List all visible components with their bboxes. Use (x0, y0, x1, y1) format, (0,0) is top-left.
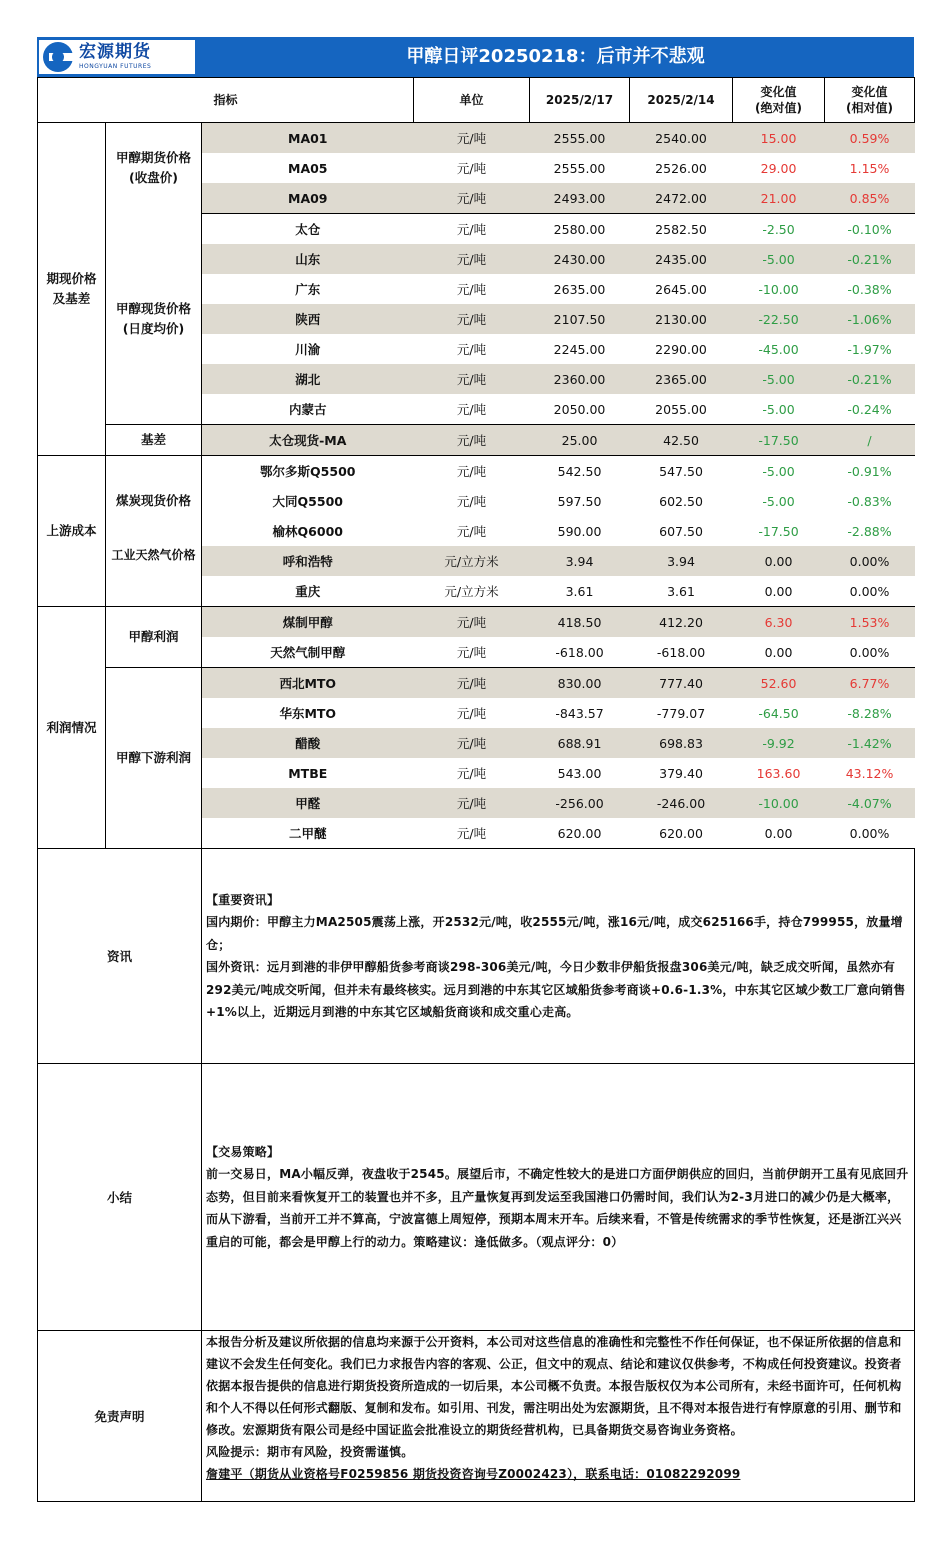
value-date2: 2526.00 (655, 160, 707, 176)
value-date1: 543.00 (557, 765, 602, 781)
value-date1: 830.00 (530, 668, 630, 699)
title-banner (37, 37, 914, 77)
brand-logo (39, 40, 195, 74)
value-date2: -618.00 (630, 637, 733, 668)
unit-cell: 元/立方米 (414, 576, 530, 607)
summary-label: 小结 (38, 1064, 202, 1331)
value-date2: 412.20 (630, 607, 733, 638)
indicator-name: 湖北 (202, 364, 414, 394)
value-date1: -618.00 (530, 637, 630, 668)
value-date1: 542.50 (557, 463, 602, 479)
indicator-name: 太仓 (295, 222, 321, 237)
unit-cell: 元/吨 (414, 788, 530, 818)
abs-change: -5.00 (733, 394, 825, 425)
indicator-name: 陕西 (202, 304, 414, 334)
value-date1: 2635.00 (553, 281, 606, 297)
value-date2: 2055.00 (630, 394, 733, 425)
unit-cell: 元/吨 (414, 728, 530, 758)
abs-change: 0.00 (733, 576, 825, 607)
unit-cell: 元/吨 (414, 607, 530, 638)
header-date2: 2025/2/14 (630, 78, 733, 123)
abs-change: 0.00 (733, 637, 825, 668)
logo-mark-icon (43, 42, 73, 72)
group-label: 利润情况 (38, 607, 106, 849)
indicator-name: 广东 (295, 282, 321, 297)
value-date2: 2645.00 (655, 281, 707, 297)
header-unit: 单位 (414, 78, 530, 123)
indicator-name: MTBE (288, 765, 328, 781)
unit-cell: 元/吨 (414, 304, 530, 334)
rel-change: -0.21% (825, 244, 915, 274)
indicator-name: 重庆 (202, 576, 414, 607)
abs-change: -17.50 (758, 523, 799, 539)
rel-change: -0.10% (847, 221, 892, 237)
abs-change: -5.00 (762, 463, 795, 479)
value-date2: 379.40 (659, 765, 703, 781)
value-date1: -843.57 (555, 705, 604, 721)
indicator-name: 华东MTO (279, 706, 337, 721)
rel-change: -0.21% (825, 364, 915, 394)
value-date1: 2555.00 (553, 160, 606, 176)
value-date2: 2540.00 (630, 123, 733, 154)
value-date2: 602.50 (659, 493, 703, 509)
indicator-name: 川渝 (295, 342, 321, 357)
value-date2: 2290.00 (655, 341, 707, 357)
abs-change: -10.00 (733, 788, 825, 818)
value-date2: 2472.00 (630, 183, 733, 214)
page-title: 甲醇日评20250218：后市并不悲观 (406, 46, 705, 67)
unit-cell: 元/吨 (456, 706, 487, 721)
value-date1: 2430.00 (530, 244, 630, 274)
value-date2: 777.40 (630, 668, 733, 699)
unit-cell: 元/吨 (414, 364, 530, 394)
rel-change: -0.38% (847, 281, 892, 297)
disclaimer-paragraph: 本报告分析及建议所依据的信息均来源于公开资料，本公司对这些信息的准确性和完整性不作任何保证，也不保证所依据的信息和建议不会发生任何变化。我们已力求报告内容的客观、公正，但文中的观点、结论和建议仅供参考，不构成任何投资建议。投资者依据本报告提供的信息进行期货投资所造成的一切后果，本公司概不负责。本报告版权仅为本公司所有，未经书面许可，任何机构和个人不得以任何形式翻版、复制和发布。如引用、刊发，需注明出处为宏源期货，且不得对本报告进行有悖原意的引用、删节和修改。宏源期货有限公司是经中国证监会批准设立的期货经营机构，已具备期货交易咨询业务资格。 (206, 1335, 902, 1437)
unit-cell: 元/吨 (414, 394, 530, 425)
news-body (202, 849, 915, 1064)
summary-body (202, 1064, 915, 1331)
value-date2: 2435.00 (630, 244, 733, 274)
disclaimer-section (38, 1331, 915, 1502)
group-label: 上游成本 (38, 456, 106, 607)
unit-cell: 元/吨 (414, 637, 530, 668)
rel-change: -0.24% (825, 394, 915, 425)
rel-change: 0.00% (825, 576, 915, 607)
group-label: 期现价格 及基差 (38, 123, 106, 456)
value-date2: 42.50 (630, 425, 733, 456)
indicator-name: 醋酸 (202, 728, 414, 758)
abs-change: -5.00 (733, 364, 825, 394)
abs-change: -10.00 (758, 281, 799, 297)
value-date1: 597.50 (557, 493, 602, 509)
news-label: 资讯 (38, 849, 202, 1064)
value-date1: 2107.50 (530, 304, 630, 334)
subgroup-label: 甲醇下游利润 (106, 668, 202, 849)
summary-heading: 【交易策略】 (206, 1144, 280, 1159)
indicator-name: MA09 (202, 183, 414, 214)
abs-change: 163.60 (756, 765, 801, 781)
value-date1: 2493.00 (530, 183, 630, 214)
unit-cell: 元/吨 (414, 818, 530, 849)
rel-change: -2.88% (847, 523, 892, 539)
unit-cell: 元/吨 (456, 524, 487, 539)
value-date2: -779.07 (656, 705, 706, 721)
value-date2: 3.61 (630, 576, 733, 607)
summary-paragraph: 前一交易日，MA小幅反弹，夜盘收于2545。展望后市，不确定性较大的是进口方面伊朗供应的回归，当前伊朗开工虽有见底回升态势，但目前来看恢复开工的装置也并不多，且产量恢复再到发运至我国港口仍需时间，我们认为2-3月进口的减少仍是大概率，而从下游看，当前开工并不算高，宁波富德上周短停，预期本周末开车。后续来看，不管是传统需求的季节性恢复，还是浙江兴兴重启的可能，都会是甲醇上行的动力。策略建议：逢低做多。（观点评分：0） (206, 1167, 909, 1249)
risk-warning: 风险提示：期市有风险，投资需谨慎。 (206, 1445, 414, 1459)
unit-cell: 元/吨 (456, 222, 487, 237)
rel-change: -1.97% (847, 341, 892, 357)
unit-cell: 元/吨 (456, 766, 487, 781)
unit-cell: 元/吨 (456, 342, 487, 357)
subgroup-label: 工业天然气价格 (106, 546, 202, 607)
value-date2: 2130.00 (630, 304, 733, 334)
rel-change: 0.85% (825, 183, 915, 214)
indicator-name: 二甲醚 (202, 818, 414, 849)
abs-change: -2.50 (762, 221, 795, 237)
value-date2: -246.00 (630, 788, 733, 818)
unit-cell: 元/吨 (456, 161, 487, 176)
news-heading: 【重要资讯】 (206, 892, 280, 907)
unit-cell: 元/吨 (414, 183, 530, 214)
rel-change: 0.00% (825, 546, 915, 576)
analyst-info: 詹建平（期货从业资格号F0259856 期货投资咨询号Z0002423），联系电话：01082292099 (206, 1467, 741, 1481)
rel-change: 6.77% (825, 668, 915, 699)
indicator-name: 天然气制甲醇 (202, 637, 414, 668)
brand-name: 宏源期货 (79, 42, 151, 62)
news-section (38, 849, 915, 1064)
abs-change: -45.00 (758, 341, 799, 357)
unit-cell: 元/吨 (414, 244, 530, 274)
value-date1: 620.00 (530, 818, 630, 849)
header-date1: 2025/2/17 (530, 78, 630, 123)
value-date1: 25.00 (530, 425, 630, 456)
summary-section (38, 1064, 915, 1331)
data-table (37, 77, 915, 1502)
value-date1: 2580.00 (553, 221, 606, 237)
subgroup-label: 煤炭现货价格 (106, 456, 202, 547)
indicator-name: 榆林Q6000 (272, 524, 343, 539)
abs-change: 0.00 (733, 818, 825, 849)
rel-change: -8.28% (847, 705, 892, 721)
unit-cell: 元/吨 (456, 494, 487, 509)
value-date1: 590.00 (557, 523, 602, 539)
value-date1: 2360.00 (530, 364, 630, 394)
value-date1: 418.50 (530, 607, 630, 638)
abs-change: 52.60 (733, 668, 825, 699)
abs-change: 21.00 (733, 183, 825, 214)
unit-cell: 元/吨 (456, 464, 487, 479)
unit-cell: 元/吨 (414, 668, 530, 699)
value-date2: 620.00 (630, 818, 733, 849)
brand-name-en: HONGYUAN FUTURES (79, 63, 152, 70)
indicator-name: 西北MTO (202, 668, 414, 699)
indicator-name: 山东 (202, 244, 414, 274)
rel-change: 0.00% (825, 818, 915, 849)
subgroup-label: 甲醇期货价格 (收盘价) (106, 123, 202, 214)
rel-change: 1.15% (849, 160, 890, 176)
value-date1: 2050.00 (530, 394, 630, 425)
value-date1: 688.91 (530, 728, 630, 758)
indicator-name: MA01 (202, 123, 414, 154)
value-date1: 2245.00 (553, 341, 606, 357)
rel-change: -0.83% (847, 493, 892, 509)
value-date2: 2365.00 (630, 364, 733, 394)
indicator-name: 煤制甲醇 (202, 607, 414, 638)
rel-change: 1.53% (825, 607, 915, 638)
abs-change: 0.00 (733, 546, 825, 576)
rel-change: -0.91% (847, 463, 892, 479)
abs-change: -22.50 (733, 304, 825, 334)
abs-change: -17.50 (733, 425, 825, 456)
abs-change: -5.00 (733, 244, 825, 274)
abs-change: 6.30 (733, 607, 825, 638)
rel-change: 0.59% (825, 123, 915, 154)
unit-cell: 元/吨 (414, 425, 530, 456)
subgroup-label: 甲醇利润 (106, 607, 202, 668)
news-paragraph: 国内期价：甲醇主力MA2505震荡上涨，开2532元/吨，收2555元/吨，涨16元/吨，成交625166手，持仓799955，放量增仓； (206, 915, 903, 952)
unit-cell: 元/立方米 (414, 546, 530, 576)
subgroup-label: 甲醇现货价格 (日度均价) (106, 214, 202, 425)
abs-change: -5.00 (762, 493, 795, 509)
value-date1: 3.61 (530, 576, 630, 607)
value-date2: 607.50 (659, 523, 703, 539)
abs-change: -64.50 (758, 705, 799, 721)
value-date1: -256.00 (530, 788, 630, 818)
value-date1: 3.94 (530, 546, 630, 576)
disclaimer-label: 免责声明 (38, 1331, 202, 1502)
rel-change: 0.00% (825, 637, 915, 668)
value-date2: 547.50 (659, 463, 703, 479)
disclaimer-body (202, 1331, 915, 1502)
unit-cell: 元/吨 (414, 123, 530, 154)
indicator-name: 太仓现货-MA (202, 425, 414, 456)
rel-change: / (825, 425, 915, 456)
value-date2: 3.94 (630, 546, 733, 576)
indicator-name: 呼和浩特 (202, 546, 414, 576)
header-abs-change: 变化值 (绝对值) (733, 78, 825, 123)
header-rel-change: 变化值 (相对值) (825, 78, 915, 123)
report-sheet (37, 37, 914, 1502)
indicator-name: 甲醛 (202, 788, 414, 818)
rel-change: -1.06% (825, 304, 915, 334)
abs-change: 15.00 (733, 123, 825, 154)
abs-change: 29.00 (760, 160, 797, 176)
indicator-name: 大同Q5500 (272, 494, 343, 509)
abs-change: -9.92 (733, 728, 825, 758)
value-date1: 2555.00 (530, 123, 630, 154)
subgroup-label: 基差 (106, 425, 202, 456)
rel-change: -1.42% (825, 728, 915, 758)
news-paragraph: 国外资讯：远月到港的非伊甲醇船货参考商谈298-306美元/吨，今日少数非伊船货报盘306美元/吨，缺乏成交听闻，虽然亦有292美元/吨成交听闻，但并未有最终核实。远月到港的中东其它区域船货参考商谈+0.6-1.3%，中东其它区域少数工厂意向销售+1%以上，近期远月到港的中东其它区域船货商谈和成交重心走高。 (206, 960, 906, 1019)
unit-cell: 元/吨 (456, 282, 487, 297)
indicator-name: 鄂尔多斯Q5500 (260, 464, 356, 479)
indicator-name: MA05 (288, 160, 328, 176)
rel-change: -4.07% (825, 788, 915, 818)
header-indicator: 指标 (38, 78, 414, 123)
indicator-name: 内蒙古 (202, 394, 414, 425)
rel-change: 43.12% (845, 765, 894, 781)
value-date2: 698.83 (630, 728, 733, 758)
value-date2: 2582.50 (655, 221, 707, 237)
